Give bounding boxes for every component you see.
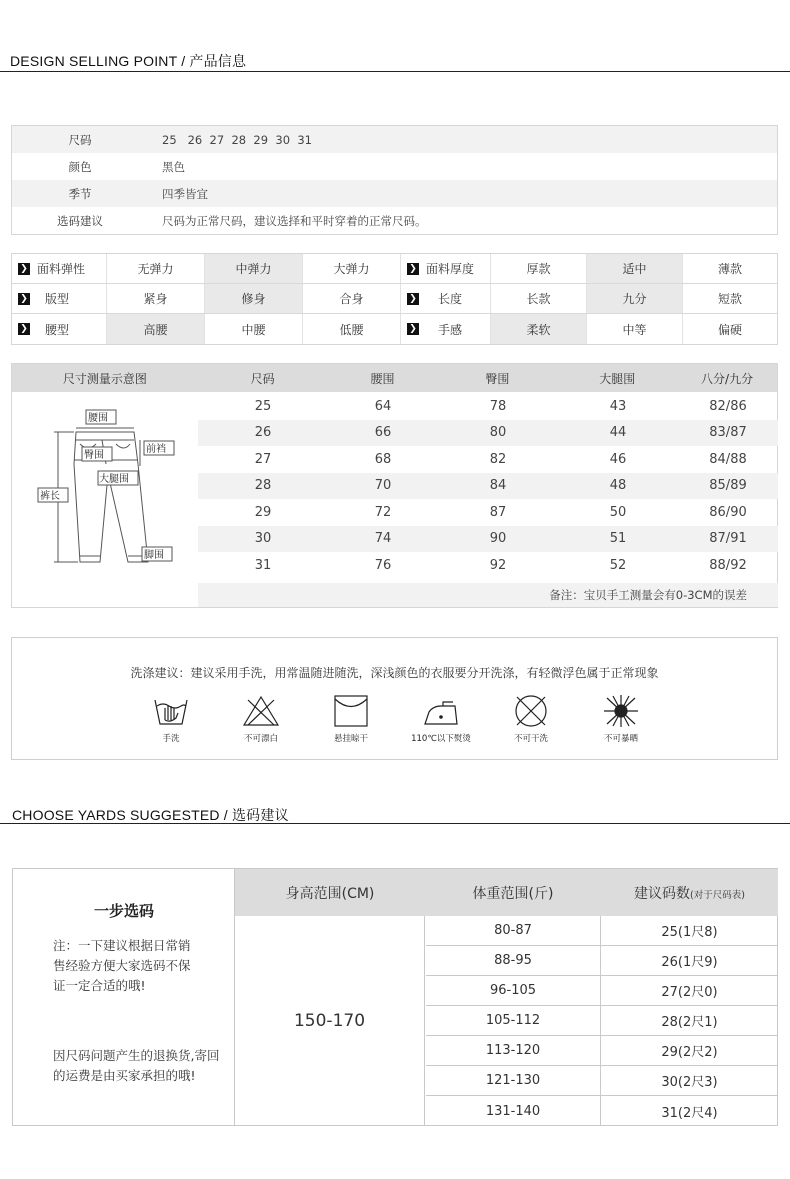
feature-header-label: 腰型 (45, 322, 70, 337)
size-chart-header-cell: 臀围 (485, 371, 510, 386)
feature-option-selected: 修身 (205, 284, 303, 313)
size-row (198, 552, 778, 579)
feature-option: 中等 (587, 314, 683, 344)
info-row-season (12, 180, 777, 207)
feature-row (12, 314, 777, 344)
feature-header-label: 面料弹性 (37, 262, 86, 276)
size-cell: 44 (609, 425, 627, 441)
weight-cell: 131-140 (426, 1096, 601, 1126)
size-suggestion-cell: 27(2尺0) (661, 985, 718, 1000)
arrow-right-icon: ❯ (407, 293, 419, 305)
size-cell: 76 (374, 557, 392, 573)
feature-option: 低腰 (303, 314, 401, 344)
info-value: 尺码为正常尺码，建议选择和平时穿着的正常尺码。 (162, 213, 427, 228)
info-label: 选码建议 (57, 213, 103, 228)
feature-option-selected: 高腰 (107, 314, 205, 344)
weight-cell: 113-120 (426, 1036, 601, 1065)
size-cell: 87 (489, 504, 507, 520)
size-cell: 30 (254, 531, 272, 547)
size-cell: 50 (609, 504, 627, 520)
wash-icon-label: 110℃以下熨烫 (411, 734, 471, 744)
arrow-right-icon: ❯ (18, 293, 30, 305)
wash-advice-box (11, 637, 778, 760)
section-title-size-suggest: CHOOSE YARDS SUGGESTED / 选码建议 (12, 807, 289, 823)
info-label: 尺码 (68, 132, 92, 147)
wash-icon-label: 悬挂晾干 (333, 734, 368, 744)
feature-option: 合身 (303, 284, 401, 313)
diagram-label-waist: 腰围 (88, 413, 108, 424)
size-row (198, 393, 778, 420)
no-dry-clean-icon (511, 694, 551, 728)
size-suggestion-table (12, 868, 778, 1126)
wash-advice-text: 洗涤建议：建议采用手洗，用常温随进随洗，深浅颜色的衣服要分开洗涤，有轻微浮色属于正常现象 (130, 666, 659, 680)
size-cell: 46 (609, 451, 627, 467)
feature-table (11, 253, 778, 345)
wash-icon-item (226, 694, 296, 744)
diagram-label-hip: 臀围 (84, 450, 104, 461)
arrow-right-icon: ❯ (18, 323, 30, 335)
arrow-right-icon: ❯ (18, 263, 30, 275)
weight-cell: 96-105 (426, 976, 601, 1005)
info-value: 25 26 27 28 29 30 31 (162, 132, 312, 147)
size-cell: 31 (254, 557, 272, 573)
feature-option: 紧身 (107, 284, 205, 313)
iron-icon (421, 694, 461, 728)
feature-option: 长款 (491, 284, 587, 313)
size-cell: 86/90 (709, 504, 747, 520)
weight-row (426, 916, 778, 946)
arrow-right-icon: ❯ (407, 263, 419, 275)
feature-header-label: 版型 (45, 292, 70, 306)
weight-cell: 105-112 (426, 1006, 601, 1035)
size-cell: 85/89 (709, 478, 747, 494)
weight-row (426, 1036, 778, 1066)
feature-header (12, 284, 107, 313)
header-size-note: (对于尺码表) (690, 889, 745, 901)
wash-icon-label: 不可漂白 (243, 734, 278, 744)
info-value: 黑色 (162, 159, 185, 174)
diagram-label-thigh: 大腿围 (99, 474, 129, 485)
weight-row (426, 1006, 778, 1036)
pants-measurement-diagram (36, 404, 186, 579)
size-cell: 68 (374, 451, 392, 467)
arrow-right-icon: ❯ (407, 323, 419, 335)
weight-cell: 88-95 (426, 946, 601, 975)
size-chart-header-cell: 八分/九分 (701, 371, 754, 386)
feature-option-selected: 适中 (587, 254, 683, 283)
no-bleach-icon (241, 694, 281, 728)
size-row (198, 420, 778, 447)
size-suggestion-cell: 28(2尺1) (661, 1015, 718, 1030)
size-cell: 72 (374, 504, 392, 520)
size-cell: 92 (489, 557, 507, 573)
diagram-label-length: 裤长 (40, 491, 60, 502)
feature-option-selected: 九分 (587, 284, 683, 313)
feature-option: 无弹力 (107, 254, 205, 283)
suggestion-title: 一步选码 (93, 902, 154, 920)
feature-header-label: 长度 (438, 292, 463, 306)
size-chart-header-cell: 腰围 (370, 371, 395, 386)
feature-header-label: 面料厚度 (426, 262, 475, 276)
size-cell: 82/86 (709, 398, 747, 414)
suggestion-note-1: 注：一下建议根据日常销售经验方便大家选码不保证一定合适的哦! (53, 938, 191, 993)
size-cell: 87/91 (709, 531, 747, 547)
size-row (198, 446, 778, 473)
info-label: 季节 (68, 186, 92, 201)
hand-wash-icon (151, 694, 191, 728)
wash-icon-item (586, 694, 656, 744)
header-weight: 体重范围(斤) (472, 885, 554, 902)
feature-row (12, 284, 777, 314)
no-sun-icon (601, 694, 641, 728)
feature-option: 薄款 (717, 262, 742, 276)
feature-option: 大弹力 (303, 254, 401, 283)
info-value: 四季皆宜 (162, 186, 208, 201)
info-row-size (12, 126, 777, 153)
feature-option-selected: 柔软 (491, 314, 587, 344)
size-row (198, 526, 778, 553)
feature-option: 短款 (717, 292, 742, 306)
size-cell: 26 (254, 425, 272, 441)
weight-cell: 121-130 (426, 1066, 601, 1095)
feature-option: 偏硬 (717, 322, 742, 337)
size-row (198, 473, 778, 500)
wash-icon-item (496, 694, 566, 744)
section-title-product-info: DESIGN SELLING POINT / 产品信息 (10, 53, 247, 69)
feature-header (12, 254, 107, 283)
measurement-note: 备注：宝贝手工测量会有0-3CM的误差 (549, 588, 747, 602)
size-chart-header-cell: 尺寸测量示意图 (62, 371, 147, 386)
weight-row (426, 1096, 778, 1126)
feature-header (12, 314, 107, 344)
size-chart-header (12, 364, 777, 392)
size-suggestion-cell: 25(1尺8) (661, 925, 718, 940)
size-suggestion-cell: 31(2尺4) (661, 1105, 718, 1121)
size-cell: 64 (374, 398, 392, 414)
header-size (601, 883, 778, 903)
size-cell: 27 (254, 451, 272, 467)
feature-header (401, 284, 491, 313)
weight-row (426, 976, 778, 1006)
weight-row (426, 1066, 778, 1096)
weight-row (426, 946, 778, 976)
suggestion-header (235, 869, 778, 916)
size-cell: 84/88 (709, 451, 747, 467)
header-height: 身高范围(CM) (285, 885, 375, 902)
info-label: 颜色 (68, 159, 92, 174)
header-size-label: 建议码数 (634, 885, 691, 902)
wash-icon-item (406, 694, 476, 744)
size-cell: 66 (374, 425, 392, 441)
size-cell: 51 (609, 531, 627, 547)
wash-icon-item (316, 694, 386, 744)
size-cell: 90 (489, 531, 507, 547)
weight-cell: 80-87 (426, 916, 601, 945)
size-cell: 84 (489, 478, 507, 494)
feature-option: 厚款 (491, 254, 587, 283)
size-cell: 28 (254, 478, 272, 494)
size-cell: 43 (609, 398, 627, 414)
size-suggestion-cell: 30(2尺3) (661, 1075, 718, 1090)
size-cell: 83/87 (709, 425, 747, 441)
size-cell: 70 (374, 478, 392, 494)
size-suggestion-cell: 26(1尺9) (661, 955, 718, 970)
size-chart (11, 363, 778, 608)
wash-icon-label: 不可干洗 (513, 734, 548, 744)
size-cell: 80 (489, 425, 507, 441)
size-chart-header-cell: 尺码 (250, 371, 275, 386)
wash-icon-label: 不可暴晒 (603, 734, 638, 744)
section-divider (0, 71, 790, 72)
wash-icon-item (136, 694, 206, 744)
height-range: 150-170 (235, 916, 425, 1125)
feature-header-label: 手感 (438, 322, 463, 337)
feature-header (401, 314, 491, 344)
diagram-label-front-rise: 前裆 (146, 444, 166, 455)
feature-header (401, 254, 491, 283)
size-cell: 48 (609, 478, 627, 494)
size-cell: 88/92 (709, 557, 747, 573)
suggestion-note-2: 因尺码问题产生的退换货,寄回的运费是由买家承担的哦! (53, 1048, 220, 1083)
size-row (198, 499, 778, 526)
feature-option-selected: 中弹力 (205, 254, 303, 283)
size-chart-header-cell: 大腿围 (599, 371, 636, 386)
feature-row (12, 254, 777, 284)
info-row-color (12, 153, 777, 180)
size-cell: 25 (254, 398, 272, 414)
size-cell: 78 (489, 398, 507, 414)
diagram-label-hem: 脚围 (144, 550, 164, 561)
wash-icon-label: 手洗 (162, 734, 180, 744)
section-divider (0, 823, 790, 824)
hang-dry-icon (331, 694, 371, 728)
size-cell: 74 (374, 531, 392, 547)
info-row-size-advice (12, 207, 777, 234)
product-info-table (11, 125, 778, 235)
size-cell: 82 (489, 451, 507, 467)
size-cell: 52 (609, 557, 627, 573)
suggestion-notes (13, 869, 235, 1125)
size-suggestion-cell: 29(2尺2) (661, 1045, 718, 1060)
size-cell: 29 (254, 504, 272, 520)
feature-option: 中腰 (205, 314, 303, 344)
